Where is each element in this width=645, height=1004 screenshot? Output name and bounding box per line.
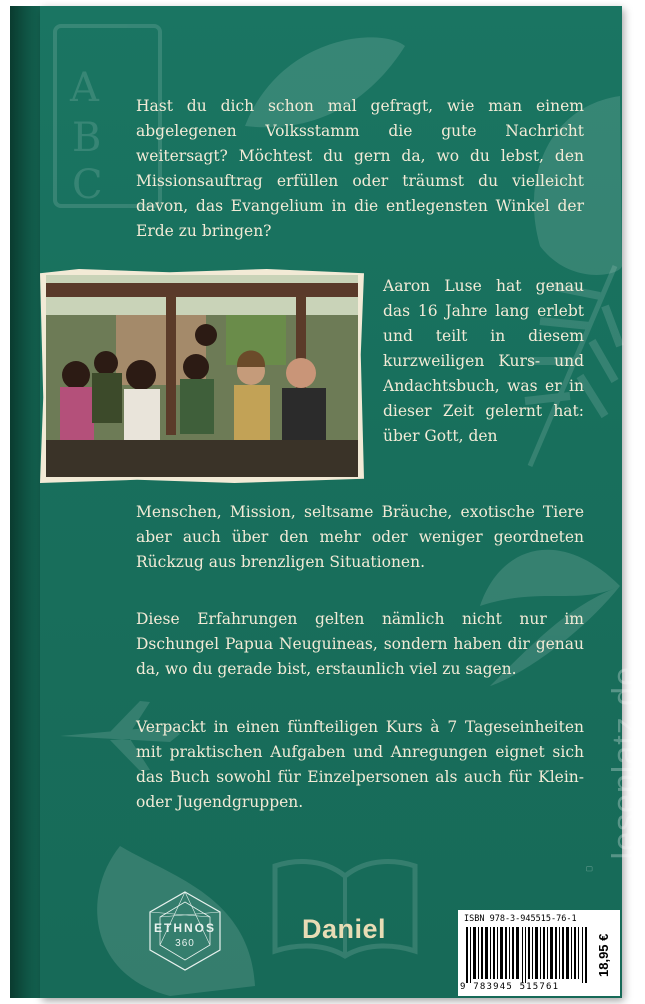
ethnos-logo-number: 360 bbox=[175, 938, 195, 949]
course-paragraph: Verpackt in einen fünfteiligen Kurs à 7 Tageseinheiten mit praktischen Aufgaben und Anregungen eignet sich das Buch sowohl für Einzelpersonen als auch für Klein- oder Jugendgruppen. bbox=[136, 718, 584, 811]
back-cover bbox=[40, 6, 644, 998]
photo-scene-illustration bbox=[46, 275, 358, 477]
experience-paragraph: Diese Erfahrungen gelten nämlich nicht nur im Dschungel Papua Neuguineas, sondern haben dir genau da, wo du gerade bist, erstaunlich viel zu sagen. bbox=[136, 610, 584, 678]
watermark-book-icon bbox=[570, 866, 610, 906]
book-spine bbox=[10, 6, 40, 998]
author-paragraph-side: Aaron Luse hat genau das 16 Jahre lang erlebt und teilt in diesem kurzweiligen Kurs- und Andachtsbuch, was er in dieser Zeit gelernt hat: über Gott, den bbox=[383, 277, 584, 445]
price-label: 18,95 € bbox=[596, 933, 611, 977]
photo-image bbox=[46, 275, 358, 477]
book bbox=[10, 6, 644, 998]
ethnos-logo-name: ETHNOS bbox=[153, 921, 216, 935]
svg-text:B: B bbox=[72, 115, 102, 161]
svg-text:A: A bbox=[70, 65, 99, 111]
watermark-text: leseplatz.de bbox=[606, 666, 644, 860]
isbn-text: ISBN 978-3-945515-76-1 bbox=[464, 914, 577, 924]
author-paragraph-continued: Menschen, Mission, seltsame Bräuche, exotische Tiere aber auch über den mehr oder weniger geordneten Rückzug aus brenzligen Situationen. bbox=[136, 503, 584, 571]
intro-paragraph: Hast du dich schon mal gefragt, wie man einem abgelegenen Volksstamm die gute Nachricht weitersagt? Möchtest du gern da, wo du lebst, den Missionsauftrag erfüllen oder träumst du vielleicht davon, das Evangelium in die entlegensten Winkel der Erde zu bringen? bbox=[136, 97, 584, 240]
barcode-label bbox=[458, 910, 620, 996]
barcode-bars bbox=[466, 927, 588, 983]
svg-text:C: C bbox=[72, 162, 103, 208]
barcode-digits: 9 783945 515761 bbox=[460, 982, 560, 992]
group-photo bbox=[40, 269, 364, 483]
publisher-logo: Daniel bbox=[302, 914, 387, 944]
